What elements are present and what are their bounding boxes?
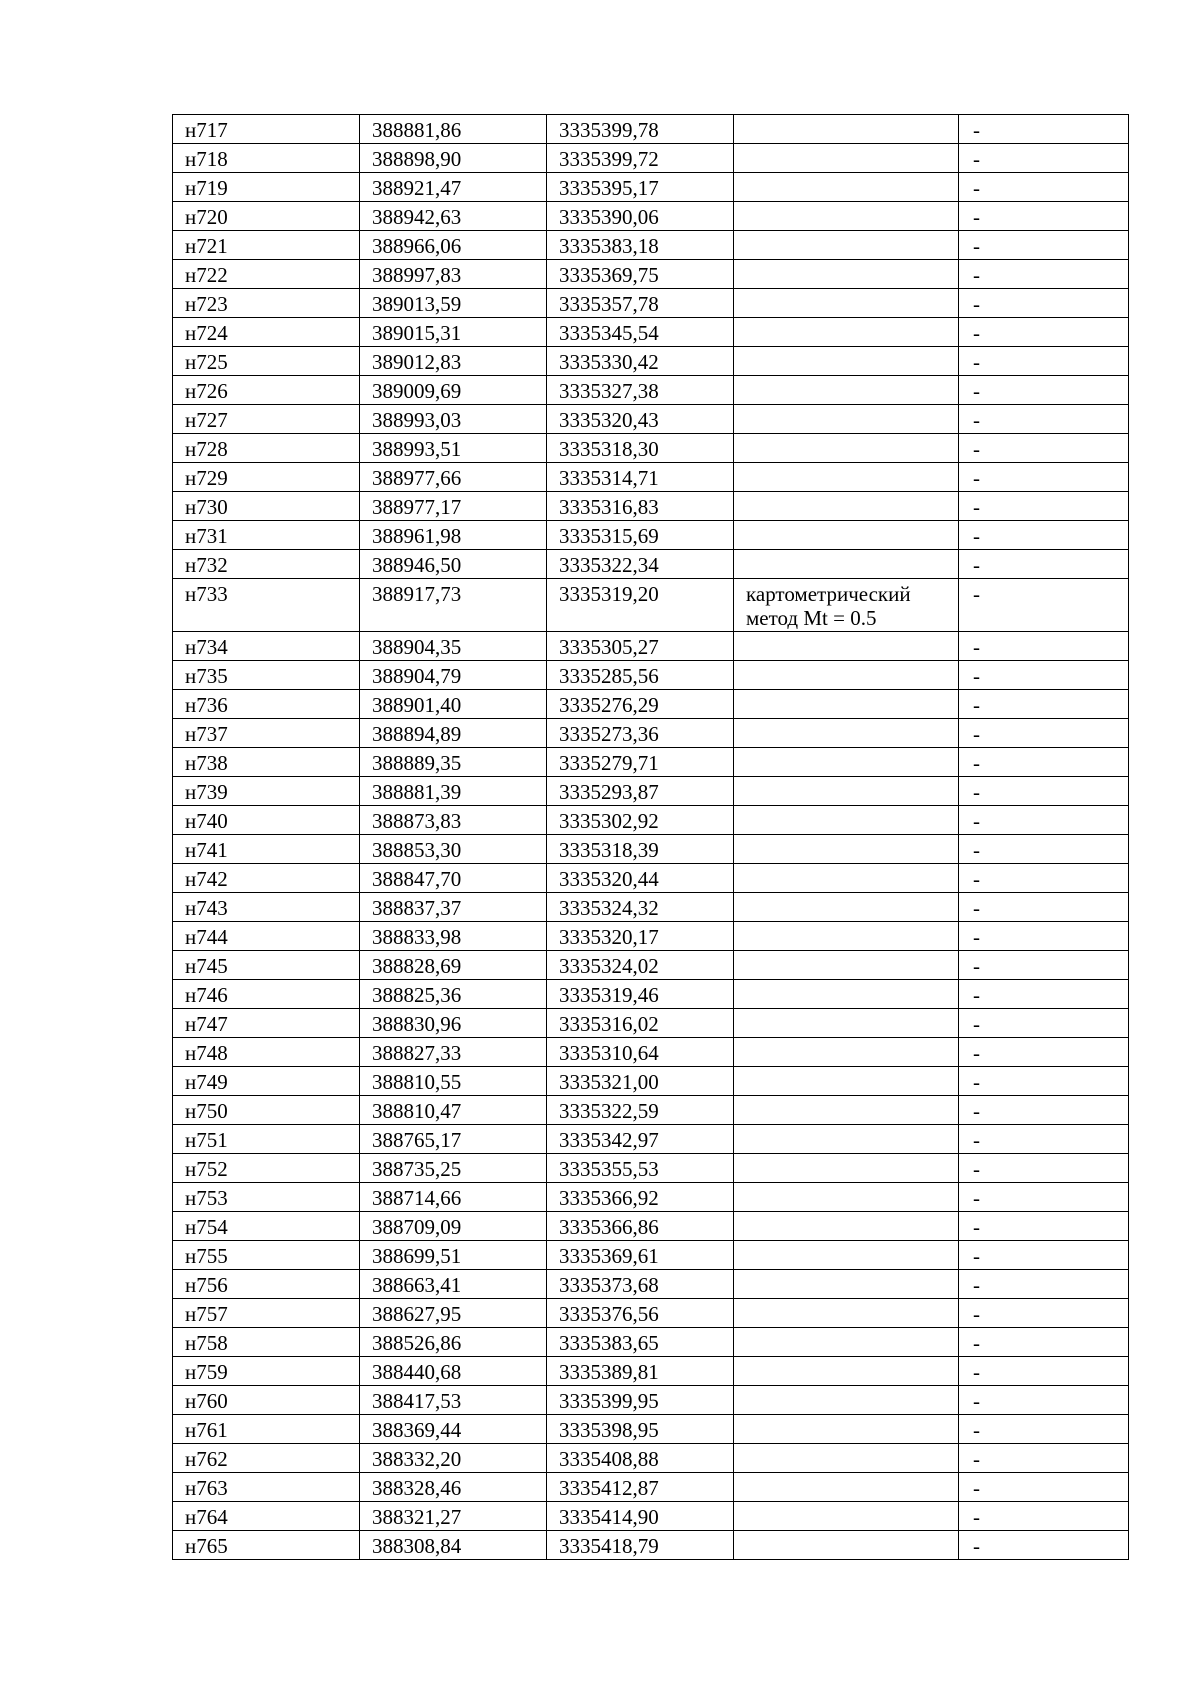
y-coordinate-cell: 3335342,97 xyxy=(547,1125,734,1154)
accuracy-cell: - xyxy=(959,1299,1129,1328)
accuracy-cell: - xyxy=(959,1038,1129,1067)
point-number-cell: н747 xyxy=(173,1009,360,1038)
y-coordinate-cell: 3335373,68 xyxy=(547,1270,734,1299)
x-coordinate-cell: 388997,83 xyxy=(360,260,547,289)
y-coordinate-cell: 3335322,59 xyxy=(547,1096,734,1125)
accuracy-cell: - xyxy=(959,1473,1129,1502)
y-coordinate-cell: 3335321,00 xyxy=(547,1067,734,1096)
point-number-cell: н717 xyxy=(173,115,360,144)
table-row xyxy=(173,661,1129,690)
method-cell xyxy=(734,289,959,318)
table-row xyxy=(173,748,1129,777)
table-row xyxy=(173,1154,1129,1183)
x-coordinate-cell: 388735,25 xyxy=(360,1154,547,1183)
point-number-cell: н742 xyxy=(173,864,360,893)
y-coordinate-cell: 3335316,02 xyxy=(547,1009,734,1038)
point-number-cell: н718 xyxy=(173,144,360,173)
accuracy-cell: - xyxy=(959,1531,1129,1560)
accuracy-cell: - xyxy=(959,690,1129,719)
x-coordinate-cell: 388901,40 xyxy=(360,690,547,719)
method-cell xyxy=(734,1212,959,1241)
table-row xyxy=(173,289,1129,318)
x-coordinate-cell: 388663,41 xyxy=(360,1270,547,1299)
point-number-cell: н739 xyxy=(173,777,360,806)
method-cell xyxy=(734,492,959,521)
accuracy-cell: - xyxy=(959,1502,1129,1531)
y-coordinate-cell: 3335320,43 xyxy=(547,405,734,434)
method-cell xyxy=(734,777,959,806)
table-row xyxy=(173,376,1129,405)
x-coordinate-cell: 388709,09 xyxy=(360,1212,547,1241)
method-cell xyxy=(734,521,959,550)
method-cell xyxy=(734,1183,959,1212)
method-cell xyxy=(734,1125,959,1154)
table-row xyxy=(173,806,1129,835)
table-row xyxy=(173,434,1129,463)
y-coordinate-cell: 3335318,30 xyxy=(547,434,734,463)
accuracy-cell: - xyxy=(959,719,1129,748)
point-number-cell: н719 xyxy=(173,173,360,202)
x-coordinate-cell: 388921,47 xyxy=(360,173,547,202)
table-row xyxy=(173,260,1129,289)
accuracy-cell: - xyxy=(959,1444,1129,1473)
accuracy-cell: - xyxy=(959,1096,1129,1125)
accuracy-cell: - xyxy=(959,492,1129,521)
point-number-cell: н743 xyxy=(173,893,360,922)
y-coordinate-cell: 3335357,78 xyxy=(547,289,734,318)
x-coordinate-cell: 388966,06 xyxy=(360,231,547,260)
table-row xyxy=(173,1183,1129,1212)
point-number-cell: н723 xyxy=(173,289,360,318)
y-coordinate-cell: 3335327,38 xyxy=(547,376,734,405)
y-coordinate-cell: 3335279,71 xyxy=(547,748,734,777)
table-row xyxy=(173,492,1129,521)
accuracy-cell: - xyxy=(959,1386,1129,1415)
method-cell xyxy=(734,405,959,434)
method-cell: картометрический метод Mt = 0.5 xyxy=(734,579,959,632)
x-coordinate-cell: 388440,68 xyxy=(360,1357,547,1386)
point-number-cell: н736 xyxy=(173,690,360,719)
method-cell xyxy=(734,951,959,980)
accuracy-cell: - xyxy=(959,632,1129,661)
x-coordinate-cell: 388810,47 xyxy=(360,1096,547,1125)
table-row xyxy=(173,521,1129,550)
x-coordinate-cell: 388917,73 xyxy=(360,579,547,632)
y-coordinate-cell: 3335369,61 xyxy=(547,1241,734,1270)
accuracy-cell: - xyxy=(959,318,1129,347)
accuracy-cell: - xyxy=(959,1415,1129,1444)
accuracy-cell: - xyxy=(959,202,1129,231)
method-cell xyxy=(734,1502,959,1531)
x-coordinate-cell: 388308,84 xyxy=(360,1531,547,1560)
method-cell xyxy=(734,202,959,231)
accuracy-cell: - xyxy=(959,1125,1129,1154)
x-coordinate-cell: 388993,03 xyxy=(360,405,547,434)
table-row xyxy=(173,1357,1129,1386)
table-row xyxy=(173,1415,1129,1444)
x-coordinate-cell: 388847,70 xyxy=(360,864,547,893)
y-coordinate-cell: 3335285,56 xyxy=(547,661,734,690)
method-cell xyxy=(734,434,959,463)
x-coordinate-cell: 388699,51 xyxy=(360,1241,547,1270)
x-coordinate-cell: 388714,66 xyxy=(360,1183,547,1212)
y-coordinate-cell: 3335408,88 xyxy=(547,1444,734,1473)
method-cell xyxy=(734,690,959,719)
point-number-cell: н732 xyxy=(173,550,360,579)
table-row xyxy=(173,144,1129,173)
accuracy-cell: - xyxy=(959,1357,1129,1386)
table-row xyxy=(173,1067,1129,1096)
accuracy-cell: - xyxy=(959,748,1129,777)
y-coordinate-cell: 3335273,36 xyxy=(547,719,734,748)
y-coordinate-cell: 3335324,32 xyxy=(547,893,734,922)
point-number-cell: н740 xyxy=(173,806,360,835)
table-row xyxy=(173,835,1129,864)
table-row xyxy=(173,1473,1129,1502)
table-row xyxy=(173,893,1129,922)
point-number-cell: н761 xyxy=(173,1415,360,1444)
table-row xyxy=(173,1386,1129,1415)
accuracy-cell: - xyxy=(959,864,1129,893)
x-coordinate-cell: 388830,96 xyxy=(360,1009,547,1038)
point-number-cell: н758 xyxy=(173,1328,360,1357)
method-cell xyxy=(734,980,959,1009)
table-row xyxy=(173,1125,1129,1154)
accuracy-cell: - xyxy=(959,579,1129,632)
y-coordinate-cell: 3335330,42 xyxy=(547,347,734,376)
point-number-cell: н725 xyxy=(173,347,360,376)
x-coordinate-cell: 388873,83 xyxy=(360,806,547,835)
accuracy-cell: - xyxy=(959,550,1129,579)
y-coordinate-cell: 3335366,92 xyxy=(547,1183,734,1212)
table-row xyxy=(173,1038,1129,1067)
table-row xyxy=(173,1531,1129,1560)
table-row xyxy=(173,632,1129,661)
table-row xyxy=(173,922,1129,951)
x-coordinate-cell: 388904,35 xyxy=(360,632,547,661)
x-coordinate-cell: 388627,95 xyxy=(360,1299,547,1328)
table-row xyxy=(173,1241,1129,1270)
y-coordinate-cell: 3335399,78 xyxy=(547,115,734,144)
method-cell xyxy=(734,1531,959,1560)
table-row xyxy=(173,951,1129,980)
y-coordinate-cell: 3335355,53 xyxy=(547,1154,734,1183)
point-number-cell: н741 xyxy=(173,835,360,864)
table-row xyxy=(173,777,1129,806)
method-cell xyxy=(734,1096,959,1125)
x-coordinate-cell: 388828,69 xyxy=(360,951,547,980)
table-row xyxy=(173,1328,1129,1357)
y-coordinate-cell: 3335366,86 xyxy=(547,1212,734,1241)
accuracy-cell: - xyxy=(959,893,1129,922)
method-cell xyxy=(734,260,959,289)
x-coordinate-cell: 388942,63 xyxy=(360,202,547,231)
table-row xyxy=(173,1444,1129,1473)
x-coordinate-cell: 388825,36 xyxy=(360,980,547,1009)
table-row xyxy=(173,1096,1129,1125)
accuracy-cell: - xyxy=(959,521,1129,550)
x-coordinate-cell: 389009,69 xyxy=(360,376,547,405)
point-number-cell: н764 xyxy=(173,1502,360,1531)
x-coordinate-cell: 388332,20 xyxy=(360,1444,547,1473)
point-number-cell: н721 xyxy=(173,231,360,260)
accuracy-cell: - xyxy=(959,115,1129,144)
x-coordinate-cell: 388833,98 xyxy=(360,922,547,951)
x-coordinate-cell: 389015,31 xyxy=(360,318,547,347)
point-number-cell: н748 xyxy=(173,1038,360,1067)
accuracy-cell: - xyxy=(959,777,1129,806)
table-row xyxy=(173,318,1129,347)
y-coordinate-cell: 3335320,17 xyxy=(547,922,734,951)
y-coordinate-cell: 3335318,39 xyxy=(547,835,734,864)
method-cell xyxy=(734,463,959,492)
y-coordinate-cell: 3335390,06 xyxy=(547,202,734,231)
accuracy-cell: - xyxy=(959,1212,1129,1241)
method-cell xyxy=(734,1473,959,1502)
table-row xyxy=(173,405,1129,434)
method-cell xyxy=(734,1328,959,1357)
x-coordinate-cell: 388853,30 xyxy=(360,835,547,864)
point-number-cell: н757 xyxy=(173,1299,360,1328)
point-number-cell: н746 xyxy=(173,980,360,1009)
accuracy-cell: - xyxy=(959,1328,1129,1357)
method-cell xyxy=(734,806,959,835)
point-number-cell: н738 xyxy=(173,748,360,777)
accuracy-cell: - xyxy=(959,463,1129,492)
method-cell xyxy=(734,1270,959,1299)
accuracy-cell: - xyxy=(959,144,1129,173)
point-number-cell: н727 xyxy=(173,405,360,434)
accuracy-cell: - xyxy=(959,173,1129,202)
method-cell xyxy=(734,1386,959,1415)
table-row xyxy=(173,550,1129,579)
method-cell xyxy=(734,231,959,260)
x-coordinate-cell: 388328,46 xyxy=(360,1473,547,1502)
point-number-cell: н751 xyxy=(173,1125,360,1154)
method-cell xyxy=(734,144,959,173)
method-cell xyxy=(734,173,959,202)
x-coordinate-cell: 388837,37 xyxy=(360,893,547,922)
accuracy-cell: - xyxy=(959,231,1129,260)
accuracy-cell: - xyxy=(959,289,1129,318)
method-cell xyxy=(734,719,959,748)
y-coordinate-cell: 3335395,17 xyxy=(547,173,734,202)
method-cell xyxy=(734,1154,959,1183)
y-coordinate-cell: 3335276,29 xyxy=(547,690,734,719)
accuracy-cell: - xyxy=(959,347,1129,376)
method-cell xyxy=(734,661,959,690)
method-cell xyxy=(734,1241,959,1270)
y-coordinate-cell: 3335399,95 xyxy=(547,1386,734,1415)
method-cell xyxy=(734,893,959,922)
point-number-cell: н760 xyxy=(173,1386,360,1415)
method-cell xyxy=(734,318,959,347)
method-cell xyxy=(734,922,959,951)
method-cell xyxy=(734,748,959,777)
accuracy-cell: - xyxy=(959,951,1129,980)
point-number-cell: н733 xyxy=(173,579,360,632)
table-row xyxy=(173,1299,1129,1328)
table-row xyxy=(173,864,1129,893)
accuracy-cell: - xyxy=(959,980,1129,1009)
x-coordinate-cell: 388827,33 xyxy=(360,1038,547,1067)
x-coordinate-cell: 389012,83 xyxy=(360,347,547,376)
table-row xyxy=(173,690,1129,719)
accuracy-cell: - xyxy=(959,1067,1129,1096)
method-cell xyxy=(734,115,959,144)
table-row xyxy=(173,202,1129,231)
point-number-cell: н722 xyxy=(173,260,360,289)
method-cell xyxy=(734,550,959,579)
x-coordinate-cell: 388810,55 xyxy=(360,1067,547,1096)
table-row xyxy=(173,463,1129,492)
y-coordinate-cell: 3335320,44 xyxy=(547,864,734,893)
x-coordinate-cell: 388417,53 xyxy=(360,1386,547,1415)
point-number-cell: н730 xyxy=(173,492,360,521)
x-coordinate-cell: 388946,50 xyxy=(360,550,547,579)
y-coordinate-cell: 3335383,65 xyxy=(547,1328,734,1357)
point-number-cell: н745 xyxy=(173,951,360,980)
accuracy-cell: - xyxy=(959,835,1129,864)
method-cell xyxy=(734,1038,959,1067)
table-row xyxy=(173,231,1129,260)
accuracy-cell: - xyxy=(959,376,1129,405)
point-number-cell: н759 xyxy=(173,1357,360,1386)
y-coordinate-cell: 3335314,71 xyxy=(547,463,734,492)
point-number-cell: н728 xyxy=(173,434,360,463)
y-coordinate-cell: 3335319,46 xyxy=(547,980,734,1009)
x-coordinate-cell: 388369,44 xyxy=(360,1415,547,1444)
point-number-cell: н734 xyxy=(173,632,360,661)
method-cell xyxy=(734,1009,959,1038)
x-coordinate-cell: 388526,86 xyxy=(360,1328,547,1357)
y-coordinate-cell: 3335412,87 xyxy=(547,1473,734,1502)
y-coordinate-cell: 3335322,34 xyxy=(547,550,734,579)
method-cell xyxy=(734,632,959,661)
x-coordinate-cell: 388993,51 xyxy=(360,434,547,463)
y-coordinate-cell: 3335345,54 xyxy=(547,318,734,347)
method-cell xyxy=(734,1444,959,1473)
table-row xyxy=(173,719,1129,748)
y-coordinate-cell: 3335293,87 xyxy=(547,777,734,806)
y-coordinate-cell: 3335383,18 xyxy=(547,231,734,260)
y-coordinate-cell: 3335398,95 xyxy=(547,1415,734,1444)
point-number-cell: н724 xyxy=(173,318,360,347)
x-coordinate-cell: 388961,98 xyxy=(360,521,547,550)
method-cell xyxy=(734,376,959,405)
accuracy-cell: - xyxy=(959,1241,1129,1270)
table-row xyxy=(173,579,1129,632)
y-coordinate-cell: 3335399,72 xyxy=(547,144,734,173)
table-row xyxy=(173,1212,1129,1241)
y-coordinate-cell: 3335414,90 xyxy=(547,1502,734,1531)
point-number-cell: н753 xyxy=(173,1183,360,1212)
table-row xyxy=(173,115,1129,144)
method-cell xyxy=(734,864,959,893)
x-coordinate-cell: 388889,35 xyxy=(360,748,547,777)
table-row xyxy=(173,1009,1129,1038)
point-number-cell: н750 xyxy=(173,1096,360,1125)
point-number-cell: н735 xyxy=(173,661,360,690)
method-cell xyxy=(734,1415,959,1444)
x-coordinate-cell: 388977,17 xyxy=(360,492,547,521)
x-coordinate-cell: 388894,89 xyxy=(360,719,547,748)
point-number-cell: н729 xyxy=(173,463,360,492)
accuracy-cell: - xyxy=(959,260,1129,289)
coordinates-table xyxy=(172,114,1129,1560)
accuracy-cell: - xyxy=(959,1270,1129,1299)
point-number-cell: н755 xyxy=(173,1241,360,1270)
method-cell xyxy=(734,1357,959,1386)
point-number-cell: н756 xyxy=(173,1270,360,1299)
method-cell xyxy=(734,835,959,864)
method-cell xyxy=(734,347,959,376)
point-number-cell: н752 xyxy=(173,1154,360,1183)
table-row xyxy=(173,1502,1129,1531)
y-coordinate-cell: 3335315,69 xyxy=(547,521,734,550)
x-coordinate-cell: 388881,39 xyxy=(360,777,547,806)
x-coordinate-cell: 388881,86 xyxy=(360,115,547,144)
accuracy-cell: - xyxy=(959,922,1129,951)
accuracy-cell: - xyxy=(959,1154,1129,1183)
x-coordinate-cell: 388898,90 xyxy=(360,144,547,173)
y-coordinate-cell: 3335324,02 xyxy=(547,951,734,980)
x-coordinate-cell: 388765,17 xyxy=(360,1125,547,1154)
accuracy-cell: - xyxy=(959,405,1129,434)
x-coordinate-cell: 388904,79 xyxy=(360,661,547,690)
y-coordinate-cell: 3335305,27 xyxy=(547,632,734,661)
point-number-cell: н731 xyxy=(173,521,360,550)
accuracy-cell: - xyxy=(959,661,1129,690)
point-number-cell: н763 xyxy=(173,1473,360,1502)
y-coordinate-cell: 3335302,92 xyxy=(547,806,734,835)
point-number-cell: н765 xyxy=(173,1531,360,1560)
y-coordinate-cell: 3335376,56 xyxy=(547,1299,734,1328)
x-coordinate-cell: 389013,59 xyxy=(360,289,547,318)
accuracy-cell: - xyxy=(959,1183,1129,1212)
y-coordinate-cell: 3335369,75 xyxy=(547,260,734,289)
accuracy-cell: - xyxy=(959,434,1129,463)
y-coordinate-cell: 3335310,64 xyxy=(547,1038,734,1067)
x-coordinate-cell: 388977,66 xyxy=(360,463,547,492)
y-coordinate-cell: 3335316,83 xyxy=(547,492,734,521)
table-row xyxy=(173,1270,1129,1299)
point-number-cell: н762 xyxy=(173,1444,360,1473)
accuracy-cell: - xyxy=(959,1009,1129,1038)
point-number-cell: н720 xyxy=(173,202,360,231)
point-number-cell: н749 xyxy=(173,1067,360,1096)
y-coordinate-cell: 3335418,79 xyxy=(547,1531,734,1560)
table-row xyxy=(173,173,1129,202)
point-number-cell: н737 xyxy=(173,719,360,748)
method-cell xyxy=(734,1067,959,1096)
x-coordinate-cell: 388321,27 xyxy=(360,1502,547,1531)
point-number-cell: н754 xyxy=(173,1212,360,1241)
accuracy-cell: - xyxy=(959,806,1129,835)
y-coordinate-cell: 3335389,81 xyxy=(547,1357,734,1386)
point-number-cell: н726 xyxy=(173,376,360,405)
point-number-cell: н744 xyxy=(173,922,360,951)
table-row xyxy=(173,980,1129,1009)
y-coordinate-cell: 3335319,20 xyxy=(547,579,734,632)
coordinates-table-body xyxy=(173,115,1129,1560)
method-cell xyxy=(734,1299,959,1328)
table-row xyxy=(173,347,1129,376)
